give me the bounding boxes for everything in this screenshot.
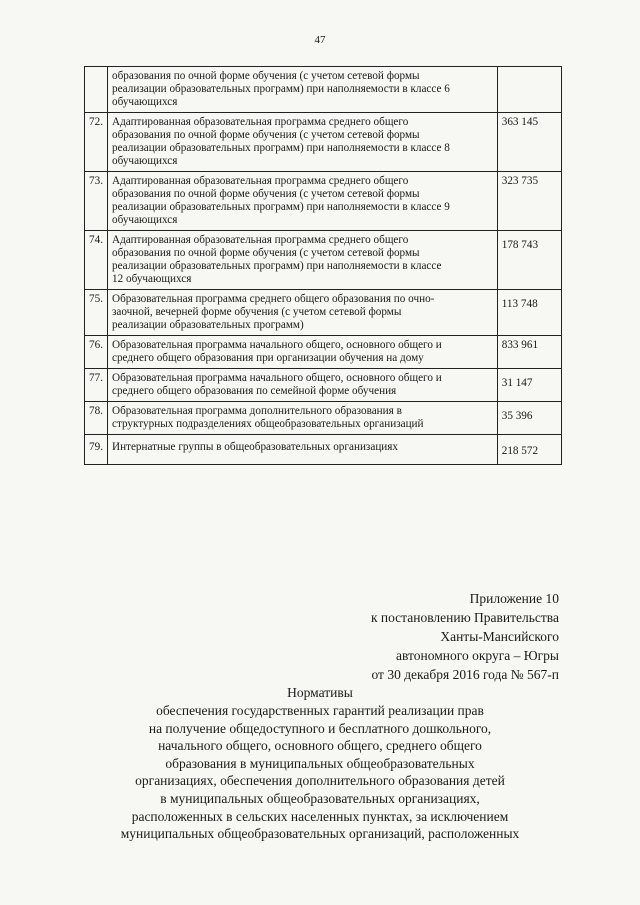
- row-number: 78.: [85, 402, 108, 435]
- description-line: обучающихся: [111, 214, 178, 226]
- description-line: Образовательная программа начального общего, основного общего и: [111, 372, 442, 384]
- table-row: [85, 231, 562, 290]
- row-number: 76.: [85, 336, 108, 369]
- table-row: [85, 113, 562, 172]
- description-line: обучающихся: [111, 155, 178, 167]
- table-row: [85, 172, 562, 231]
- appendix-header: [371, 589, 559, 684]
- appendix-line: автономного округа – Югры: [396, 648, 559, 663]
- description-line: среднего общего образования по семейной форме обучения: [111, 385, 397, 397]
- row-description: [107, 290, 497, 336]
- row-value: 35 396: [497, 402, 561, 435]
- row-number: 77.: [85, 369, 108, 402]
- description-line: образования по очной форме обучения (с учетом сетевой формы: [111, 70, 420, 82]
- row-value: 178 743: [497, 231, 561, 290]
- description-line: образования по очной форме обучения (с учетом сетевой формы: [111, 247, 420, 259]
- row-description: [107, 402, 497, 435]
- subtitle-line: образования в муниципальных общеобразовательных: [165, 755, 475, 771]
- row-number: 72.: [85, 113, 108, 172]
- description-line: Образовательная программа начального общего, основного общего и: [111, 339, 442, 351]
- description-line: реализации образовательных программ) при наполняемости в классе: [111, 260, 442, 272]
- subtitle-line: начального общего, основного общего, среднего общего: [158, 738, 482, 754]
- row-value: 833 961: [497, 336, 561, 369]
- description-line: образования по очной форме обучения (с учетом сетевой формы: [111, 129, 420, 141]
- subtitle-line: расположенных в сельских населенных пунктах, за исключением: [131, 808, 509, 824]
- appendix-line: от 30 декабря 2016 года № 567-п: [371, 667, 559, 682]
- row-value: 363 145: [497, 113, 561, 172]
- row-description: [107, 336, 497, 369]
- appendix-line: к постановлению Правительства: [370, 610, 559, 625]
- row-description: [107, 369, 497, 402]
- table-row: [85, 402, 562, 435]
- row-description: [107, 172, 497, 231]
- norms-subtitle: [78, 702, 562, 843]
- description-line: реализации образовательных программ) при наполняемости в классе 9: [111, 201, 450, 213]
- table-row: [85, 435, 562, 465]
- row-number: 75.: [85, 290, 108, 336]
- subtitle-line: на получение общедоступного и бесплатного дошкольного,: [148, 720, 492, 736]
- appendix-line: Ханты-Мансийского: [440, 629, 559, 644]
- table-row: [85, 369, 562, 402]
- description-line: реализации образовательных программ) при наполняемости в классе 6: [111, 83, 450, 95]
- table-row: [85, 290, 562, 336]
- description-line: Интернатные группы в общеобразовательных организациях: [111, 441, 399, 453]
- row-description: [107, 435, 497, 465]
- row-value: 323 735: [497, 172, 561, 231]
- description-line: заочной, вечерней форме обучения (с учетом сетевой формы: [111, 306, 402, 318]
- row-value: 218 572: [497, 435, 561, 465]
- description-line: Адаптированная образовательная программа среднего общего: [111, 234, 409, 246]
- subtitle-line: в муниципальных общеобразовательных организациях,: [160, 790, 480, 806]
- appendix-line: Приложение 10: [469, 591, 559, 606]
- description-line: Образовательная программа среднего общего образования по очно-: [111, 293, 435, 305]
- row-description: [107, 231, 497, 290]
- row-value: 113 748: [497, 290, 561, 336]
- subtitle-line: муниципальных общеобразовательных организаций, расположенных: [120, 826, 520, 842]
- description-line: 12 обучающихся: [111, 273, 192, 285]
- description-line: Адаптированная образовательная программа среднего общего: [111, 116, 409, 128]
- row-number: 79.: [85, 435, 108, 465]
- row-number: [85, 67, 108, 113]
- description-line: реализации образовательных программ) при наполняемости в классе 8: [111, 142, 450, 154]
- page-number: 47: [314, 34, 326, 46]
- description-line: среднего общего образования при организации обучения на дому: [111, 352, 424, 364]
- row-description: [107, 113, 497, 172]
- table-row: [85, 336, 562, 369]
- row-value: [497, 67, 561, 113]
- description-line: образования по очной форме обучения (с учетом сетевой формы: [111, 188, 420, 200]
- row-description: [107, 67, 497, 113]
- description-line: обучающихся: [111, 96, 178, 108]
- norms-title: Нормативы: [287, 685, 353, 700]
- subtitle-line: организациях, обеспечения дополнительного образования детей: [135, 773, 505, 789]
- description-line: Адаптированная образовательная программа среднего общего: [111, 175, 409, 187]
- row-value: 31 147: [497, 369, 561, 402]
- description-line: Образовательная программа дополнительного образования в: [111, 405, 402, 417]
- subtitle-line: обеспечения государственных гарантий реализации прав: [156, 703, 484, 718]
- row-number: 74.: [85, 231, 108, 290]
- norms-table: [84, 66, 562, 465]
- table-row: [85, 67, 562, 113]
- description-line: реализации образовательных программ): [111, 319, 304, 331]
- row-number: 73.: [85, 172, 108, 231]
- description-line: структурных подразделениях общеобразовательных организаций: [111, 418, 424, 430]
